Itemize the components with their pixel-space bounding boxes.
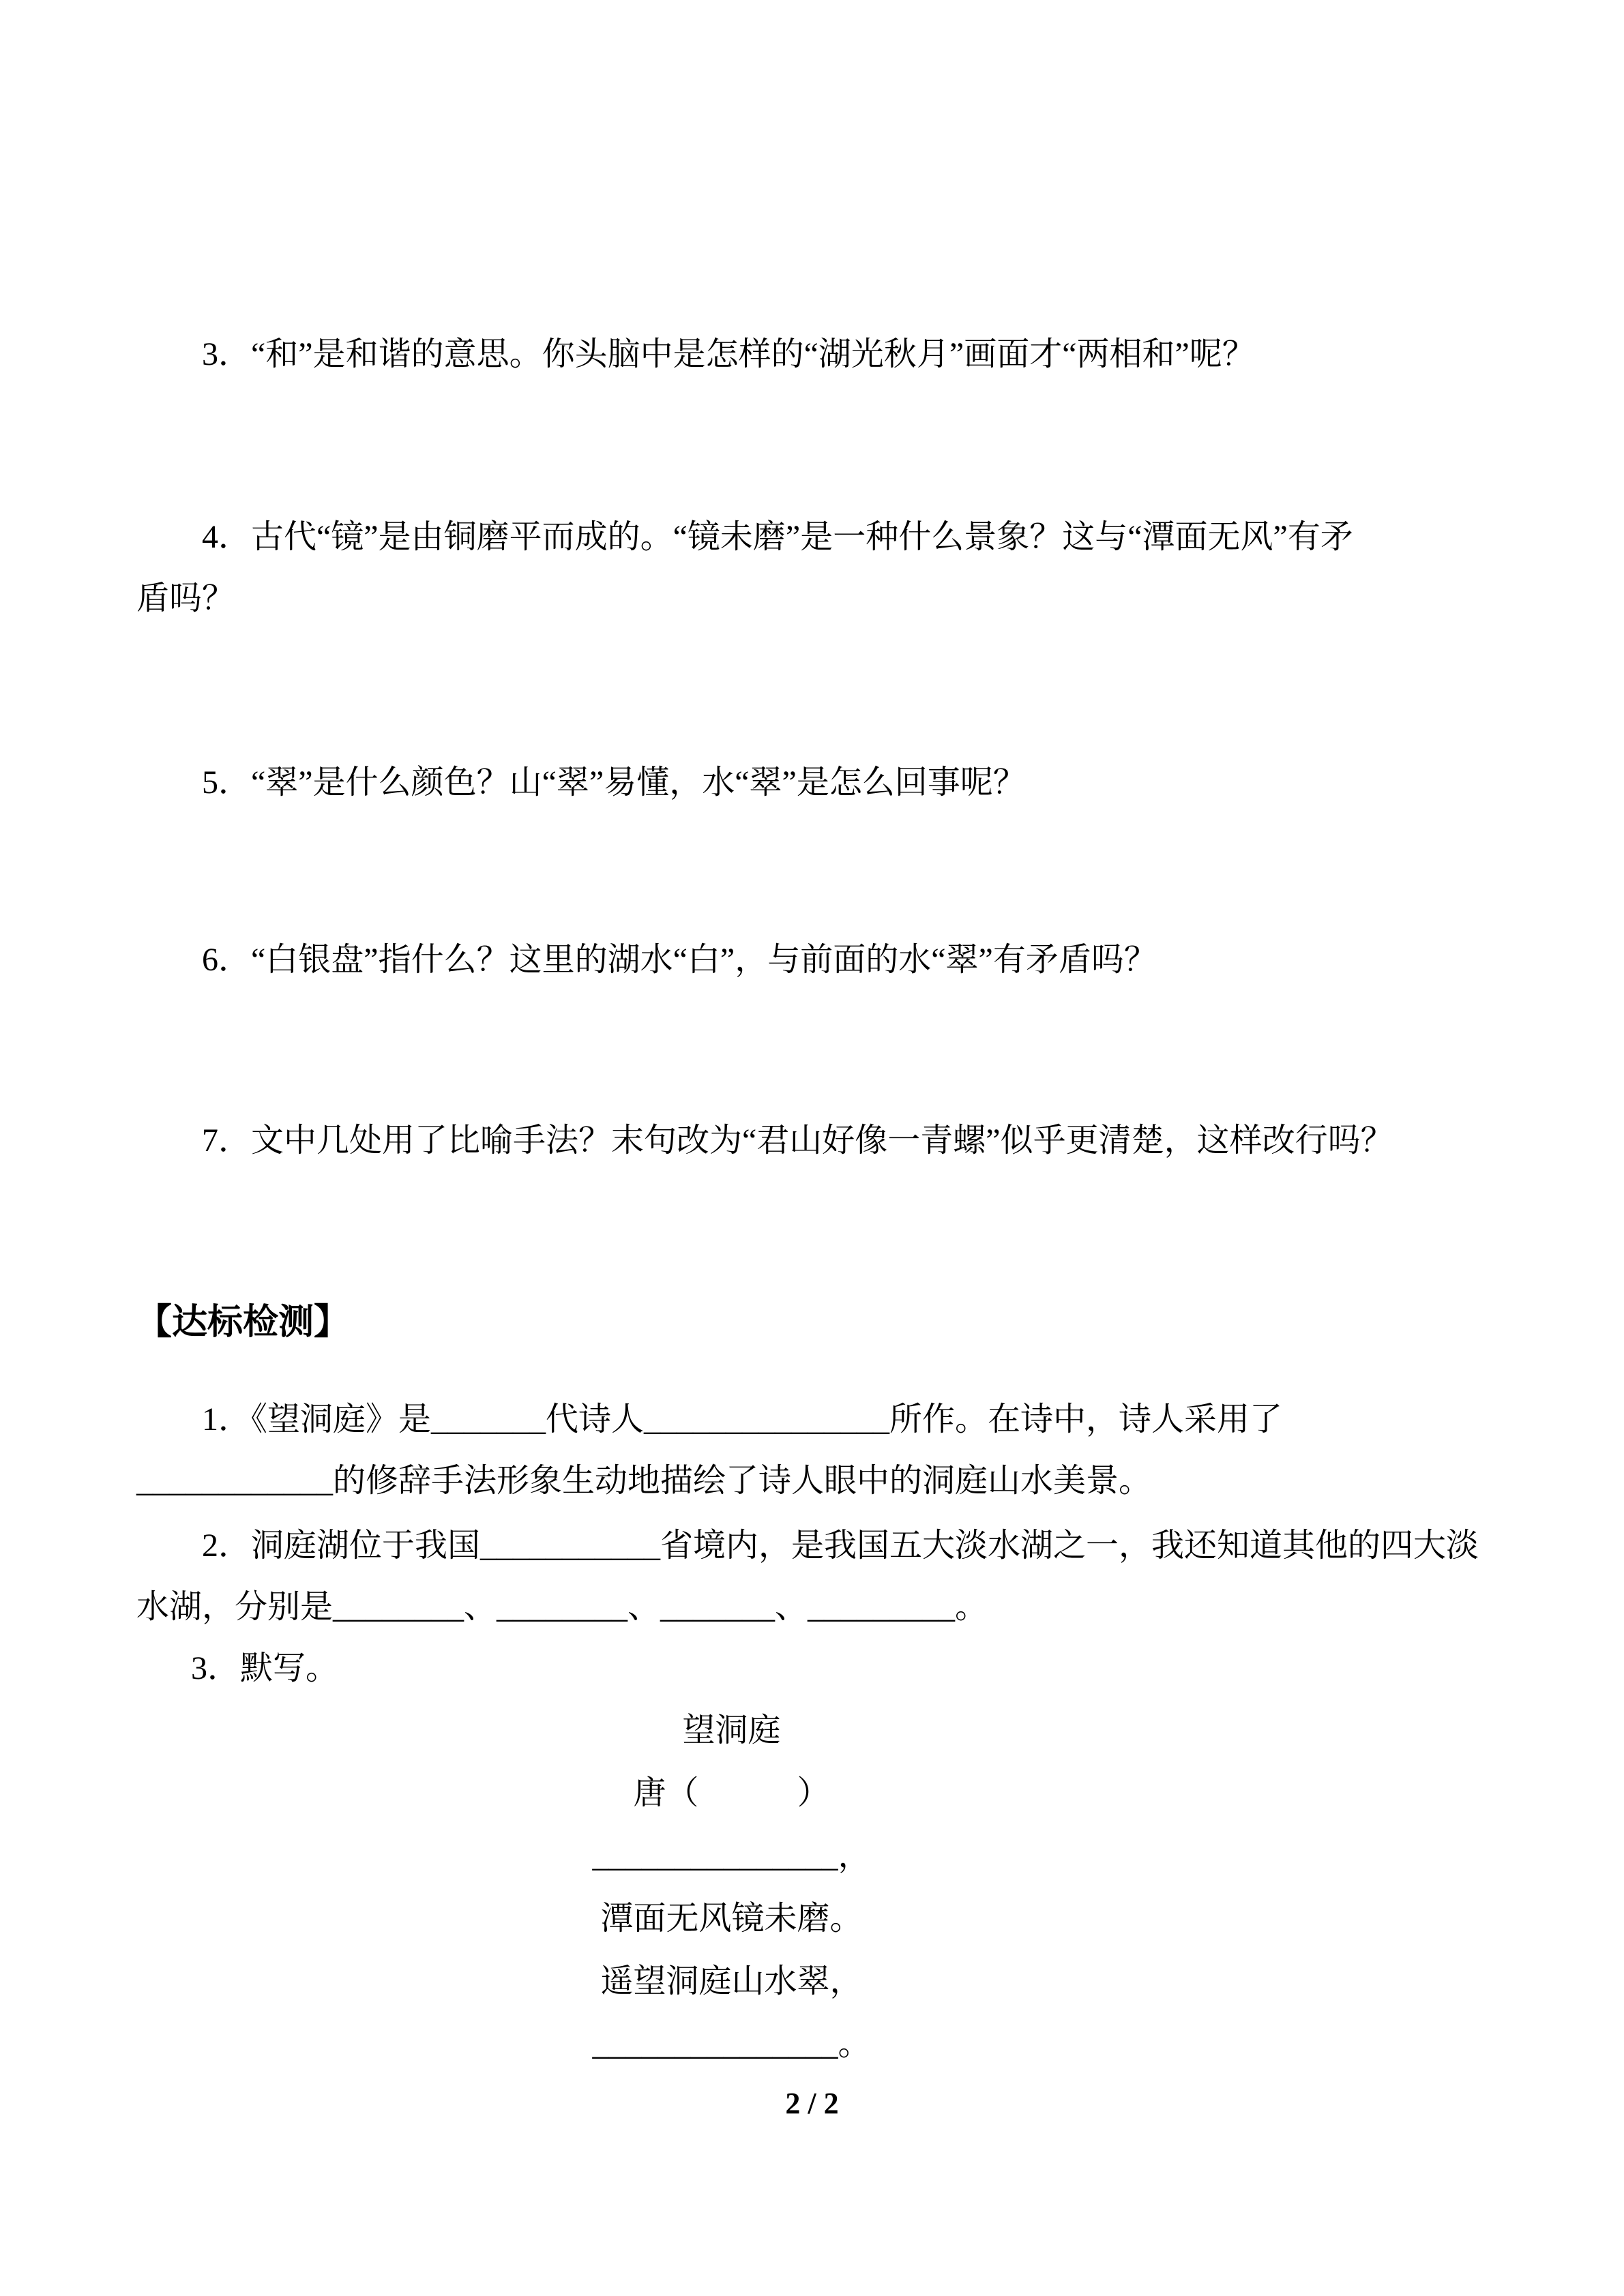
page-content bbox=[0, 324, 1624, 2076]
poem-line-4-blank: _______________。 bbox=[592, 2026, 871, 2062]
test-question-3: 3．默写。 bbox=[191, 1650, 339, 1686]
discussion-question-7: 7．文中几处用了比喻手法？末句改为“君山好像一青螺”似乎更清楚，这样改行吗？ bbox=[202, 1122, 1393, 1159]
poem-line-1-blank: _______________， bbox=[592, 1838, 871, 1874]
poem-dictation-block bbox=[136, 1699, 1488, 2076]
discussion-question-4 bbox=[136, 507, 1488, 629]
test-question-1 bbox=[136, 1389, 1488, 1512]
discussion-question-5: 5．“翠”是什么颜色？山“翠”易懂，水“翠”是怎么回事呢？ bbox=[202, 764, 1026, 801]
test-question-2-line2: 水湖，分别是________、________、_______、_________。 bbox=[136, 1589, 988, 1625]
test-question-2-line1: 2．洞庭湖位于我国___________省境内，是我国五大淡水湖之一，我还知道其他的四大淡 bbox=[202, 1527, 1479, 1564]
discussion-question-4-line1: 4．古代“镜”是由铜磨平而成的。“镜未磨”是一种什么景象？这与“潭面无风”有矛 bbox=[202, 519, 1353, 555]
poem-author-line: 唐（ ） bbox=[633, 1775, 830, 1811]
test-question-1-line1: 1．《望洞庭》是_______代诗人_______________所作。在诗中，诗人采用了 bbox=[202, 1401, 1283, 1437]
discussion-question-6: 6．“白银盘”指什么？这里的湖水“白”，与前面的水“翠”有矛盾吗？ bbox=[202, 942, 1157, 978]
test-question-1-line2: ____________的修辞手法形象生动地描绘了诗人眼中的洞庭山水美景。 bbox=[136, 1463, 1152, 1499]
poem-line-2: 潭面无风镜未磨。 bbox=[600, 1900, 863, 1937]
page-number: 2 / 2 bbox=[785, 2087, 839, 2120]
discussion-question-4-line2: 盾吗？ bbox=[136, 580, 235, 616]
section-header-dabiao-jiance: 【达标检测】 bbox=[136, 1303, 350, 1342]
test-question-2 bbox=[136, 1515, 1488, 1638]
poem-line-3: 遥望洞庭山水翠， bbox=[600, 1963, 863, 1999]
discussion-question-3: 3．“和”是和谐的意思。你头脑中是怎样的“湖光秋月”画面才“两相和”呢？ bbox=[202, 336, 1255, 372]
poem-title: 望洞庭 bbox=[682, 1712, 781, 1748]
